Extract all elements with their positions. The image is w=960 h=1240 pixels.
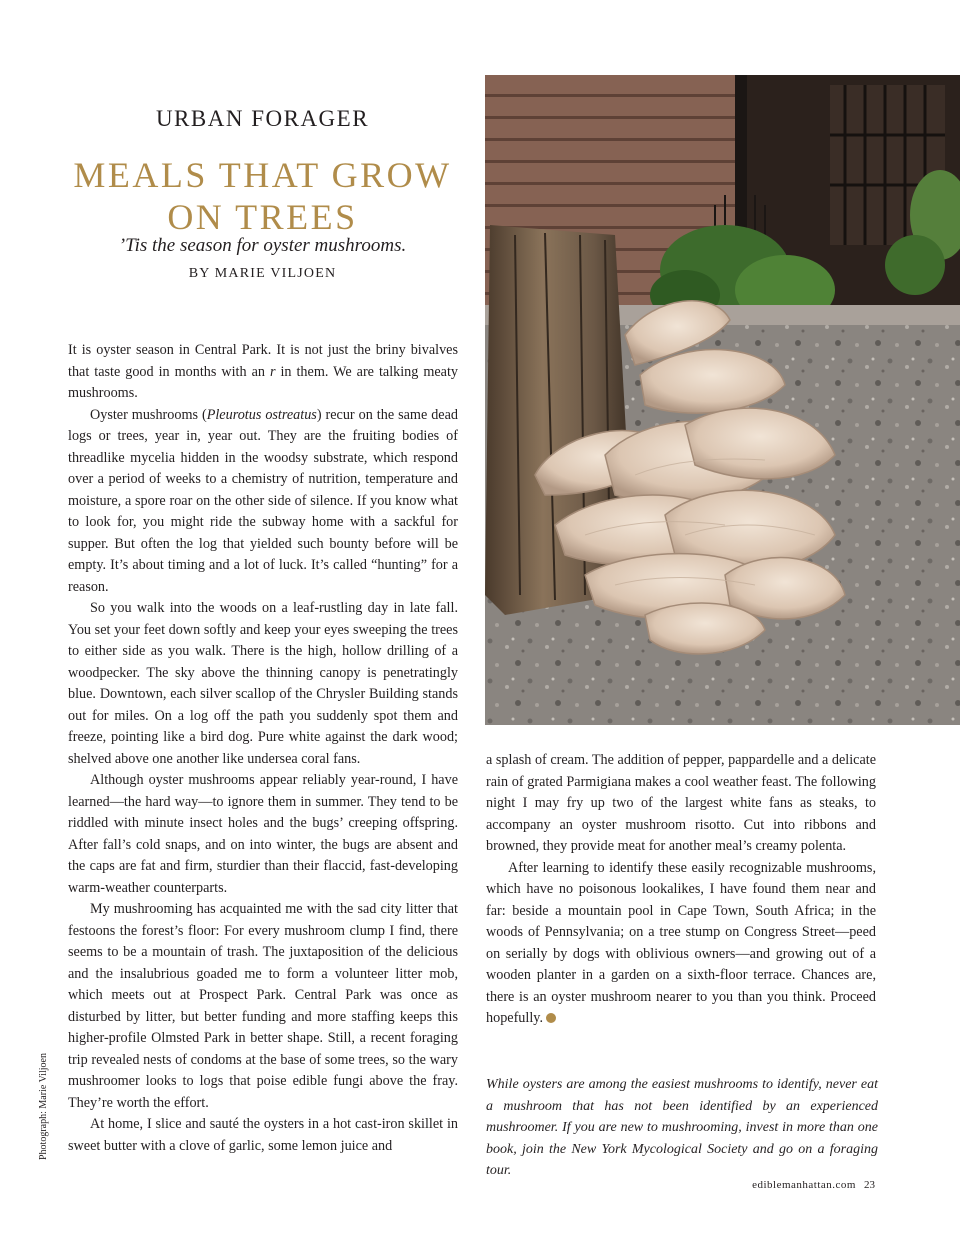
body-paragraph-6: At home, I slice and sauté the oysters in a hot cast-iron skillet in sweet butter with a clove of garlic, some lemon juice and [68,1116,458,1154]
photo-credit: Photograph: Marie Viljoen [38,1053,49,1160]
page-number: 23 [864,1179,875,1191]
body-paragraph-5: My mushrooming has acquainted me with the sad city litter that festoons the forest’s floor: For every mushroom clump I find, there seems to be a mountain of trash. The juxtaposition of the delicious and the insalubrious goaded me to form a volunteer litter mob, which meets out at Prospect Park. Central Park was once as disturbed by litter, but better funding and more staffing keeps this higher-profile Olmsted Park in better shape. Still, a recent foraging trip revealed nests of condoms at the base of some trees, so the wary mushroomer looks to logs that poise edible fungi above the fray. They’re worth the effort. [68,901,458,1111]
headline: MEALS THAT GROW ON TREES [73,155,452,237]
italic-run: r [269,363,276,380]
italic-run: Pleurotus ostreatus [206,406,317,423]
body-column-left [68,340,458,1157]
footer-site-link[interactable]: ediblemanhattan.com [752,1179,856,1191]
text-run: After learning to identify these easily recognizable mushrooms, which have no poisonous lookalikes, I have found them near and far: beside a mountain pool in Cape Town, South Africa; in the woods of Pennsylvania; on a tree stump on Congress Street—peed on serially by dogs with oblivious owners—and growing out of a wooden planter in a garden on a sixth-floor terrace. Chances are, there is an oyster mushroom nearer to you than you think. Proceed hopefully. [486,859,876,1026]
text-run: ) recur on the same dead logs or trees, year in, year out. They are the fruiting bodies of threadlike mycelia hidden in the woodsy substrate, which respond over a period of weeks to a chemistry of nutrition, temperature and moisture, a spore roar on the other side of silence. If you know what to look for, you might ride the subway home with a sackful for supper. But often the log that yielded such bounty before will be empty. It’s about timing and a lot of luck. It’s called “hunting” for a reason. [68,406,458,595]
dek: ’Tis the season for oyster mushrooms. [118,235,407,256]
body-column-right [486,750,876,1030]
body-paragraph-8 [486,858,876,1030]
section-kicker: URBAN FORAGER [155,106,370,131]
body-paragraph-4: Although oyster mushrooms appear reliably year-round, I have learned—the hard way—to ignore them in summer. They tend to be riddled with minute insect holes and the bugs’ creeping offspring. After fall’s cold snaps, and on into winter, the bugs are absent and the caps are fat and firm, sturdier than their flaccid, fast-developing warm-weather counterparts. [68,772,458,896]
body-paragraph-3: So you walk into the woods on a leaf-rustling day in late fall. You set your feet down softly and keep your eyes sweeping the trees to either side as you walk. There is the high, hollow drilling of a woodpecker. The sky above the thinning canopy is penetratingly blue. Downtown, each silver scallop of the Chrysler Building stands out for miles. On a log off the path you suddenly spot them and freeze, pointing like a bird dog. Pure white against the dark wood; shelved above one another like undersea coral fans. [68,600,458,767]
safety-note: While oysters are among the easiest mushrooms to identify, never eat a mushroom that has not been identified by an experienced mushroomer. If you are new to mushrooming, invest in more than one book, join the New York Mycological Society and go on a foraging tour. [486,1077,878,1178]
body-paragraph-7: a splash of cream. The addition of pepper, pappardelle and a delicate rain of grated Parmigiana makes a cool weather feast. The following night I may fry up two of the largest white fans as steaks, to accompany an oyster mushroom risotto. Cut into ribbons and browned, they provide meat for another meal’s creamy polenta. [486,752,876,854]
text-run: Oyster mushrooms ( [90,406,207,423]
end-mark-icon [546,1013,556,1023]
text-run: in them. We are talking meaty mushrooms. [68,363,459,401]
body-paragraph-1 [68,340,458,405]
byline: BY MARIE VILJOEN [188,266,337,281]
text-run: It is oyster season in Central Park. It is not just the briny bivalves that taste good in months with an [68,342,458,380]
body-paragraph-2 [68,405,458,599]
oyster-mushroom-photo [485,75,960,725]
